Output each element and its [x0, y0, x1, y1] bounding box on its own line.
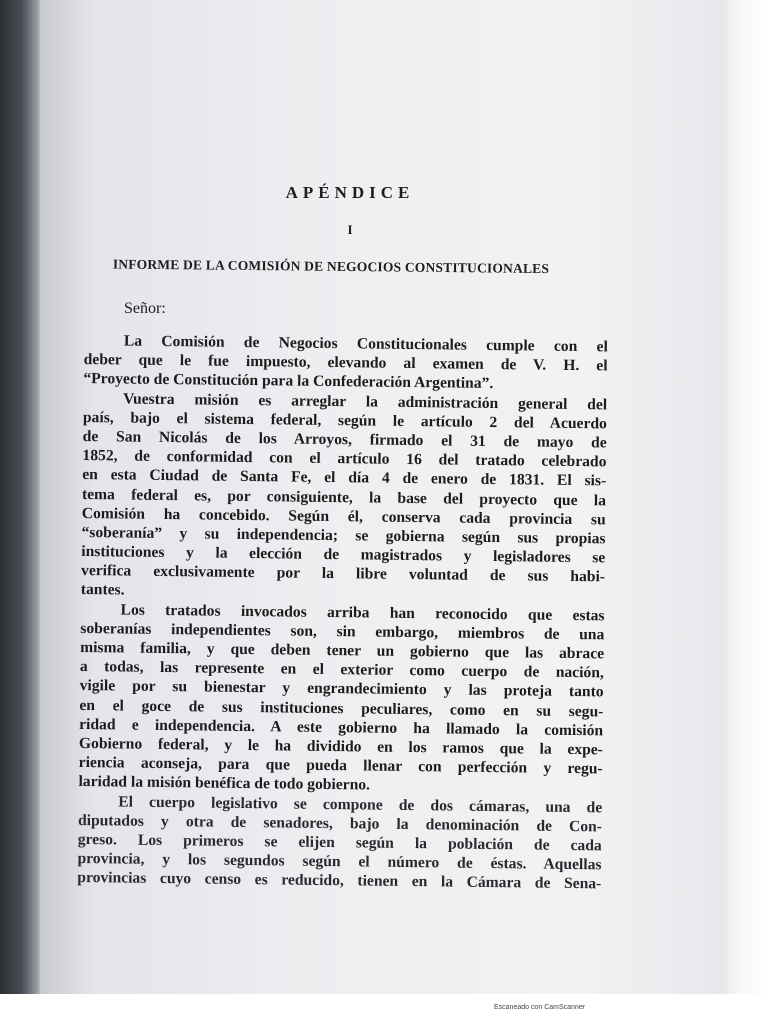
salutation: Señor:	[124, 300, 166, 317]
body-text	[77, 331, 608, 894]
text-line: La Comisión de Negocios Constitucionales cumple con el	[123, 332, 608, 356]
text-line: greso. Los primeros se elijen según la población de cada	[77, 830, 602, 855]
text-line: instituciones y la elección de magistrados y legisladores se	[81, 543, 606, 567]
text-line: de San Nicolás de los Arroyos, firmado el 31 de mayo de	[82, 427, 607, 452]
text-line: verifica exclusivamente por la libre voluntad de sus habi-	[80, 562, 606, 586]
text-line: “soberanía” y su independencia; se gobierna según sus propias	[81, 523, 606, 548]
appendix-heading: APÉNDICE	[285, 183, 415, 202]
text-line: provincias cuyo censo es reducido, tienen en la Cámara de Sena-	[77, 869, 602, 893]
page-edge-shadow	[712, 0, 768, 1000]
text-line: laridad la misión benéfica de todo gobierno.	[78, 773, 371, 794]
text-line: deber que le fue impuesto, elevando al examen de V. H. el	[83, 351, 608, 375]
text-line: 1852, de conformidad con el artículo 16 del tratado celebrado	[82, 447, 607, 471]
text-line: vigile por su bienestar y engrandecimiento y las proteja tanto	[79, 677, 604, 701]
text-line: diputados y otra de senadores, bajo la denominación de Con-	[77, 811, 603, 836]
text-line: país, bajo el sistema federal, según le artículo 2 del Acuerdo	[82, 408, 608, 433]
text-line: Los tratados invocados arriba han reconocido que estas	[120, 601, 605, 625]
report-title: INFORME DE LA COMISIÓN DE NEGOCIOS CONSTITUCIONALES	[112, 256, 550, 277]
text-line: soberanías independientes son, sin embargo, miembros de una	[80, 619, 605, 644]
text-line: misma familia, y que deben tener un gobierno que las abrace	[80, 638, 605, 663]
book-binding-shadow	[0, 0, 44, 1000]
text-line: a todas, las represente en el exterior como cuerpo de nación,	[79, 658, 604, 682]
section-number: I	[347, 222, 353, 237]
scanner-watermark: Escaneado con CamScanner	[494, 1004, 586, 1011]
text-line: riencia aconseja, para que pueda llenar con perfección y regu-	[78, 754, 603, 778]
text-line: Vuestra misión es arreglar la administración general del	[123, 390, 608, 413]
text-line: El cuerpo legislativo se compone de dos cámaras, una de	[118, 792, 603, 816]
text-line: en el goce de sus instituciones peculiares, como en su segu-	[79, 696, 604, 720]
text-line: tantes.	[80, 581, 125, 599]
text-line: en esta Ciudad de Santa Fe, el día 4 de enero de 1831. El sis-	[82, 466, 607, 490]
text-line: Gobierno federal, y le ha dividido en los ramos que la expe-	[78, 734, 604, 759]
text-line: tema federal es, por consiguiente, la base del proyecto que la	[81, 485, 607, 509]
text-line: provincia, y los segundos según el número de éstas. Aquellas	[77, 850, 602, 874]
scan-margin	[0, 994, 768, 1024]
text-line: “Proyecto de Constitución para la Confederación Argentina”.	[83, 370, 494, 393]
text-line: Comisión ha concebido. Según él, conserva cada provincia su	[81, 504, 606, 529]
text-line: ridad e independencia. A este gobierno ha llamado la comisión	[79, 715, 604, 740]
